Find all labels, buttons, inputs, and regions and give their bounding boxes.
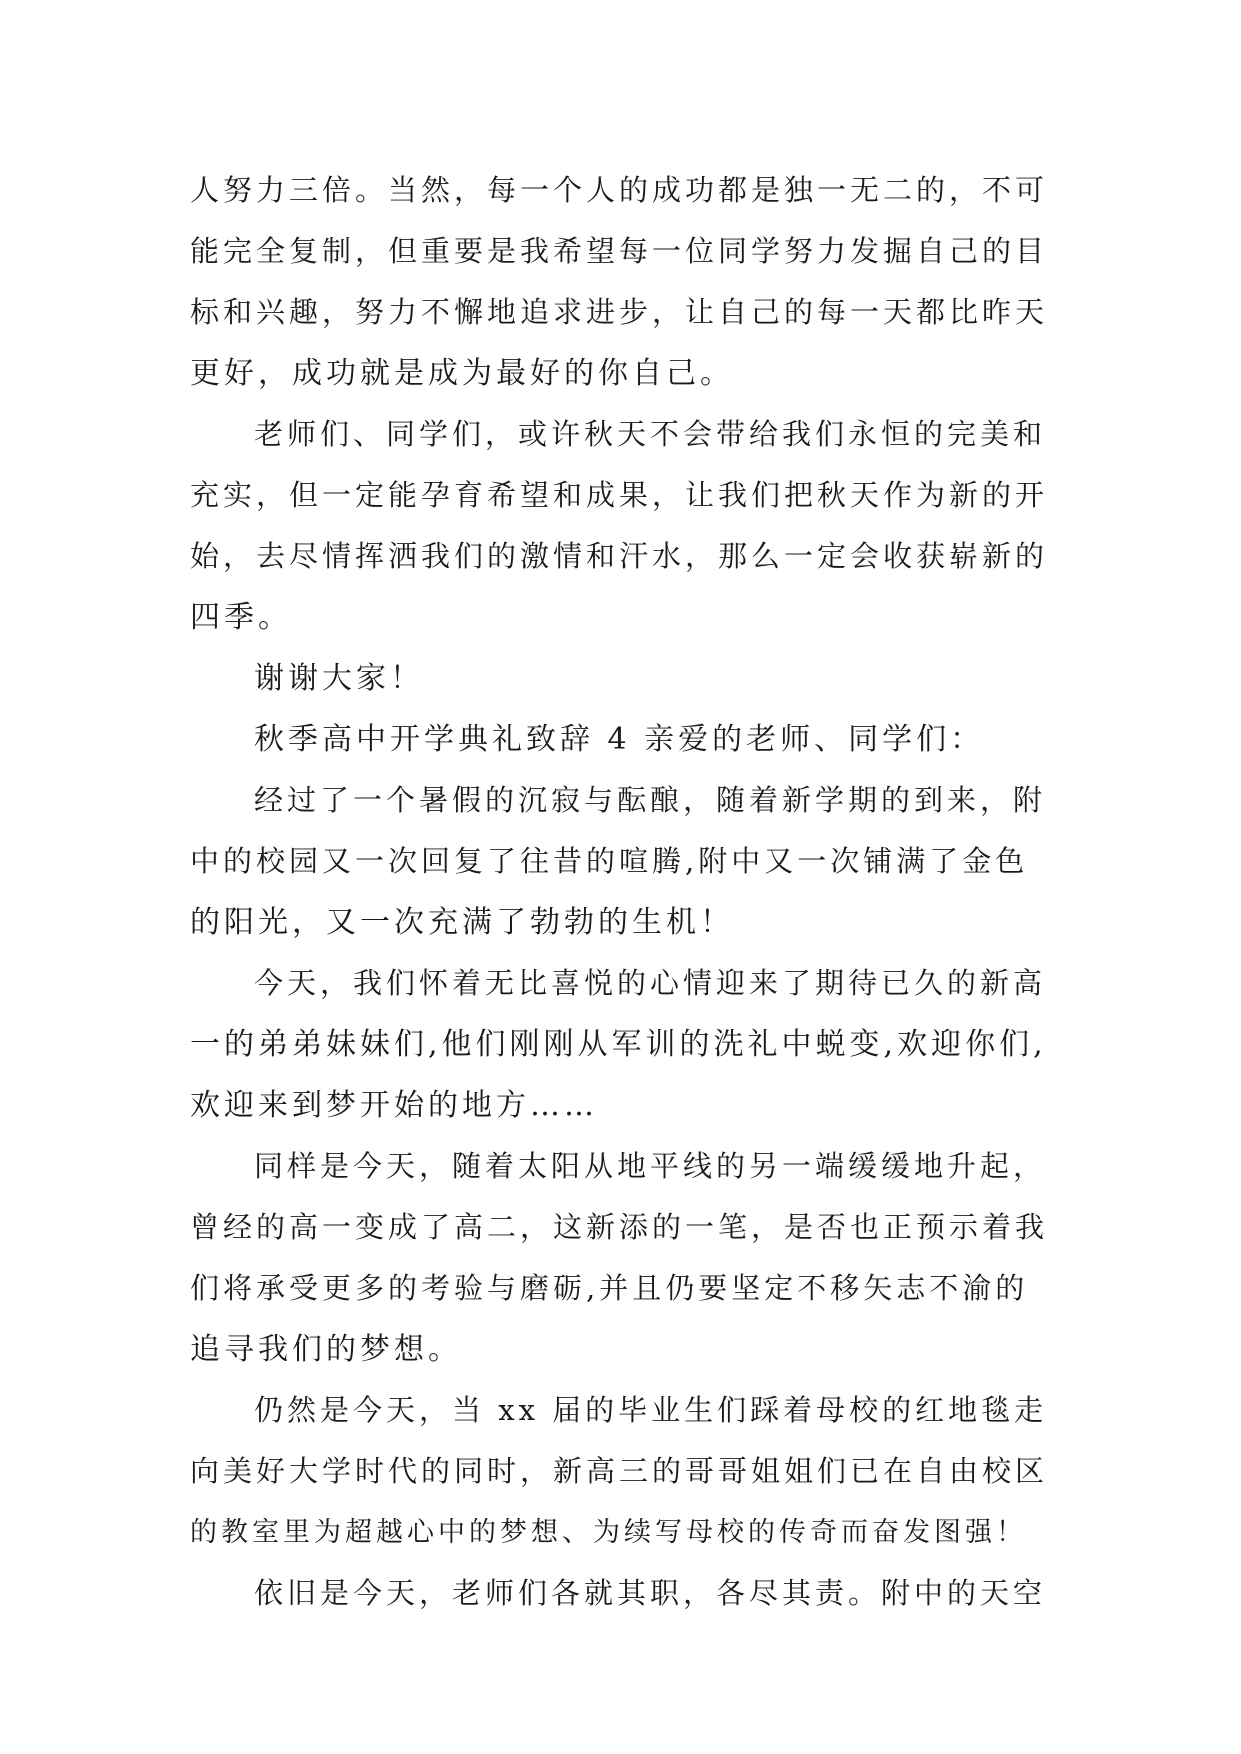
text-line: 今天，我们怀着无比喜悦的心情迎来了期待已久的新高 bbox=[254, 966, 1047, 1000]
text-line: 标和兴趣，努力不懈地追求进步，让自己的每一天都比昨天 bbox=[190, 295, 1049, 329]
text-line: 追寻我们的梦想。 bbox=[190, 1332, 462, 1367]
text-line: 曾经的高一变成了高二，这新添的一笔，是否也正预示着我 bbox=[190, 1210, 1049, 1244]
document-body bbox=[190, 160, 1050, 1624]
text-line: 谢谢大家！ bbox=[254, 661, 424, 696]
text-line: 更好，成功就是成为最好的你自己。 bbox=[190, 356, 734, 391]
text-line: 老师们、同学们，或许秋天不会带给我们永恒的完美和 bbox=[254, 417, 1047, 451]
text-line: 能完全复制，但重要是我希望每一位同学努力发掘自己的目 bbox=[190, 234, 1049, 268]
text-line: 中的校园又一次回复了往昔的喧腾,附中又一次铺满了金色 bbox=[190, 844, 1029, 878]
text-line: 人努力三倍。当然，每一个人的成功都是独一无二的，不可 bbox=[190, 173, 1049, 207]
text-line: 秋季高中开学典礼致辞 4 亲爱的老师、同学们： bbox=[254, 722, 985, 757]
text-line: 欢迎来到梦开始的地方…… bbox=[190, 1088, 598, 1123]
text-line: 们将承受更多的考验与磨砺,并且仍要坚定不移矢志不渝的 bbox=[190, 1271, 1029, 1305]
text-line: 的教室里为超越心中的梦想、为续写母校的传奇而奋发图强！ bbox=[190, 1517, 1027, 1548]
text-line: 向美好大学时代的同时，新高三的哥哥姐姐们已在自由校区 bbox=[190, 1454, 1049, 1488]
text-line: 仍然是今天，当 xx 届的毕业生们踩着母校的红地毯走 bbox=[254, 1393, 1048, 1427]
text-line: 依旧是今天，老师们各就其职，各尽其责。附中的天空 bbox=[254, 1576, 1047, 1610]
text-line: 四季。 bbox=[190, 600, 292, 635]
text-line: 充实，但一定能孕育希望和成果，让我们把秋天作为新的开 bbox=[190, 478, 1049, 512]
text-line: 一的弟弟妹妹们,他们刚刚从军训的洗礼中蜕变,欢迎你们, bbox=[190, 1027, 1047, 1062]
text-line: 的阳光，又一次充满了勃勃的生机！ bbox=[190, 905, 734, 940]
text-line: 始，去尽情挥洒我们的激情和汗水，那么一定会收获崭新的 bbox=[190, 539, 1049, 573]
text-line: 经过了一个暑假的沉寂与酝酿，随着新学期的到来，附 bbox=[254, 783, 1047, 817]
text-line: 同样是今天，随着太阳从地平线的另一端缓缓地升起， bbox=[254, 1149, 1047, 1183]
